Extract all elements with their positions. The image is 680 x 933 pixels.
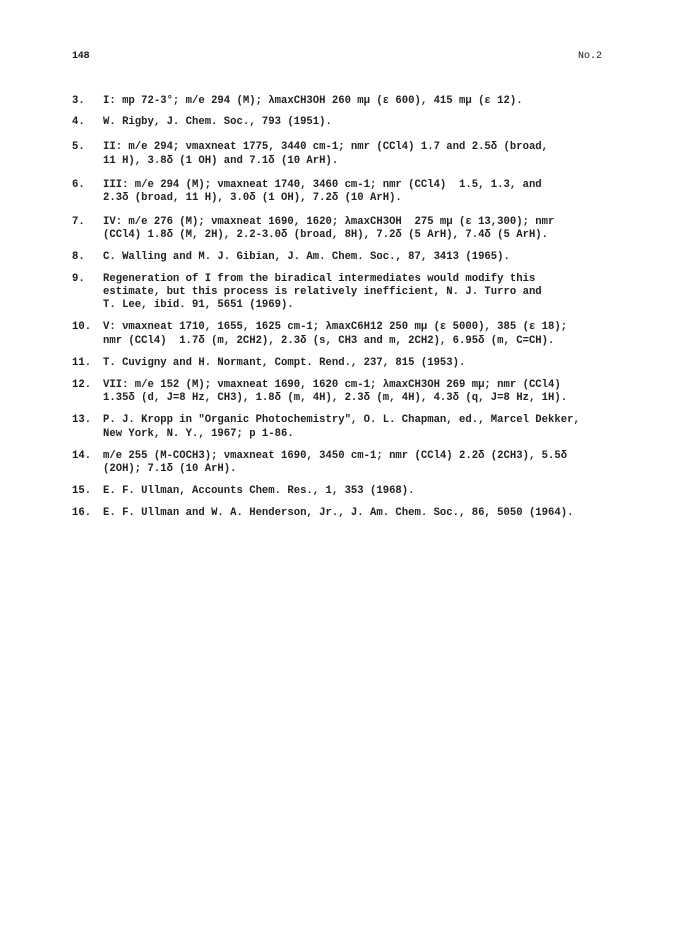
reference-item [72, 379, 620, 405]
reference-item [72, 485, 620, 498]
reference-text [103, 507, 620, 520]
reference-item [72, 251, 620, 264]
reference-text [103, 273, 620, 313]
reference-text [103, 379, 620, 405]
reference-line: C. Walling and M. J. Gibian, J. Am. Chem. Soc., 87, 3413 (1965). [103, 250, 510, 263]
reference-text [103, 485, 620, 498]
reference-item [72, 414, 620, 440]
reference-line: W. Rigby, J. Chem. Soc., 793 (1951). [103, 116, 332, 129]
reference-line: New York, N. Y., 1967; p 1-86. [103, 427, 294, 440]
reference-line: m/e 255 (M-COCH3); νmaxneat 1690, 3450 cm-1; nmr (CCl4) 2.2δ (2CH3), 5.5δ [103, 449, 568, 462]
reference-number: 5. [72, 141, 85, 154]
reference-line: I: mp 72-3°; m/e 294 (M); λmaxCH3OH 260 mμ (ε 600), 415 mμ (ε 12). [103, 95, 523, 107]
references-list [72, 95, 620, 521]
reference-number: 11. [72, 356, 92, 369]
reference-line: 2.3δ (broad, 11 H), 3.0δ (1 OH), 7.2δ (10 ArH). [103, 192, 402, 205]
reference-number: 13. [72, 414, 92, 427]
reference-text [103, 357, 620, 370]
reference-line: T. Cuvigny and H. Normant, Compt. Rend., 237, 815 (1953). [103, 356, 466, 369]
reference-line: III: m/e 294 (M); νmaxneat 1740, 3460 cm-1; nmr (CCl4) 1.5, 1.3, and [103, 178, 542, 191]
reference-number: 10. [72, 321, 92, 334]
reference-line: nmr (CCl4) 1.7δ (m, 2CH2), 2.3δ (s, CH3 and m, 2CH2), 6.95δ (m, C=CH). [103, 334, 555, 347]
reference-line: P. J. Kropp in "Organic Photochemistry", O. L. Chapman, ed., Marcel Dekker, [103, 414, 580, 427]
reference-item [72, 141, 620, 167]
reference-item [72, 357, 620, 370]
reference-line: VII: m/e 152 (M); νmaxneat 1690, 1620 cm-1; λmaxCH3OH 269 mμ; nmr (CCl4) [103, 379, 561, 392]
reference-line: E. F. Ullman, Accounts Chem. Res., 1, 353 (1968). [103, 485, 415, 498]
reference-number: 3. [72, 95, 85, 107]
reference-text [103, 216, 620, 242]
reference-line: V: νmaxneat 1710, 1655, 1625 cm-1; λmaxC6H12 250 mμ (ε 5000), 385 (ε 18); [103, 321, 568, 334]
reference-item [72, 179, 620, 205]
reference-item [72, 450, 620, 476]
reference-text [103, 414, 620, 440]
reference-line: E. F. Ullman and W. A. Henderson, Jr., J. Am. Chem. Soc., 86, 5050 (1964). [103, 507, 574, 520]
reference-text [103, 116, 620, 129]
issue-label: No.2 [578, 51, 603, 62]
reference-text [103, 251, 620, 264]
reference-line: T. Lee, ibid. 91, 5651 (1969). [103, 299, 294, 312]
reference-number: 14. [72, 449, 92, 462]
reference-item [72, 95, 620, 108]
reference-line: estimate, but this process is relatively inefficient, N. J. Turro and [103, 286, 542, 299]
reference-text [103, 321, 620, 347]
reference-line: (2OH); 7.1δ (10 ArH). [103, 463, 237, 476]
reference-number: 15. [72, 485, 92, 498]
reference-text [103, 179, 620, 205]
reference-number: 7. [72, 216, 85, 229]
reference-text [103, 450, 620, 476]
page-header [0, 50, 680, 66]
reference-line: 11 H), 3.8δ (1 OH) and 7.1δ (10 ArH). [103, 154, 339, 167]
reference-number: 12. [72, 379, 92, 392]
reference-text [103, 141, 620, 167]
reference-item [72, 507, 620, 520]
reference-number: 6. [72, 178, 85, 191]
reference-line: IV: m/e 276 (M); νmaxneat 1690, 1620; λmaxCH3OH 275 mμ (ε 13,300); nmr [103, 216, 555, 229]
reference-line: II: m/e 294; νmaxneat 1775, 3440 cm-1; nmr (CCl4) 1.7 and 2.5δ (broad, [103, 141, 549, 154]
reference-number: 8. [72, 250, 85, 263]
reference-line: Regeneration of I from the biradical intermediates would modify this [103, 272, 536, 285]
page-number: 148 [72, 51, 90, 62]
reference-item [72, 321, 620, 347]
reference-text [103, 95, 620, 108]
reference-item [72, 216, 620, 242]
reference-number: 9. [72, 272, 85, 285]
reference-number: 4. [72, 116, 85, 129]
reference-number: 16. [72, 507, 92, 520]
reference-item [72, 273, 620, 313]
reference-item [72, 116, 620, 129]
reference-line: (CCl4) 1.8δ (M, 2H), 2.2-3.0δ (broad, 8H), 7.2δ (5 ArH), 7.4δ (5 ArH). [103, 229, 549, 242]
reference-line: 1.35δ (d, J=8 Hz, CH3), 1.8δ (m, 4H), 2.3δ (m, 4H), 4.3δ (q, J=8 Hz, 1H). [103, 392, 568, 405]
